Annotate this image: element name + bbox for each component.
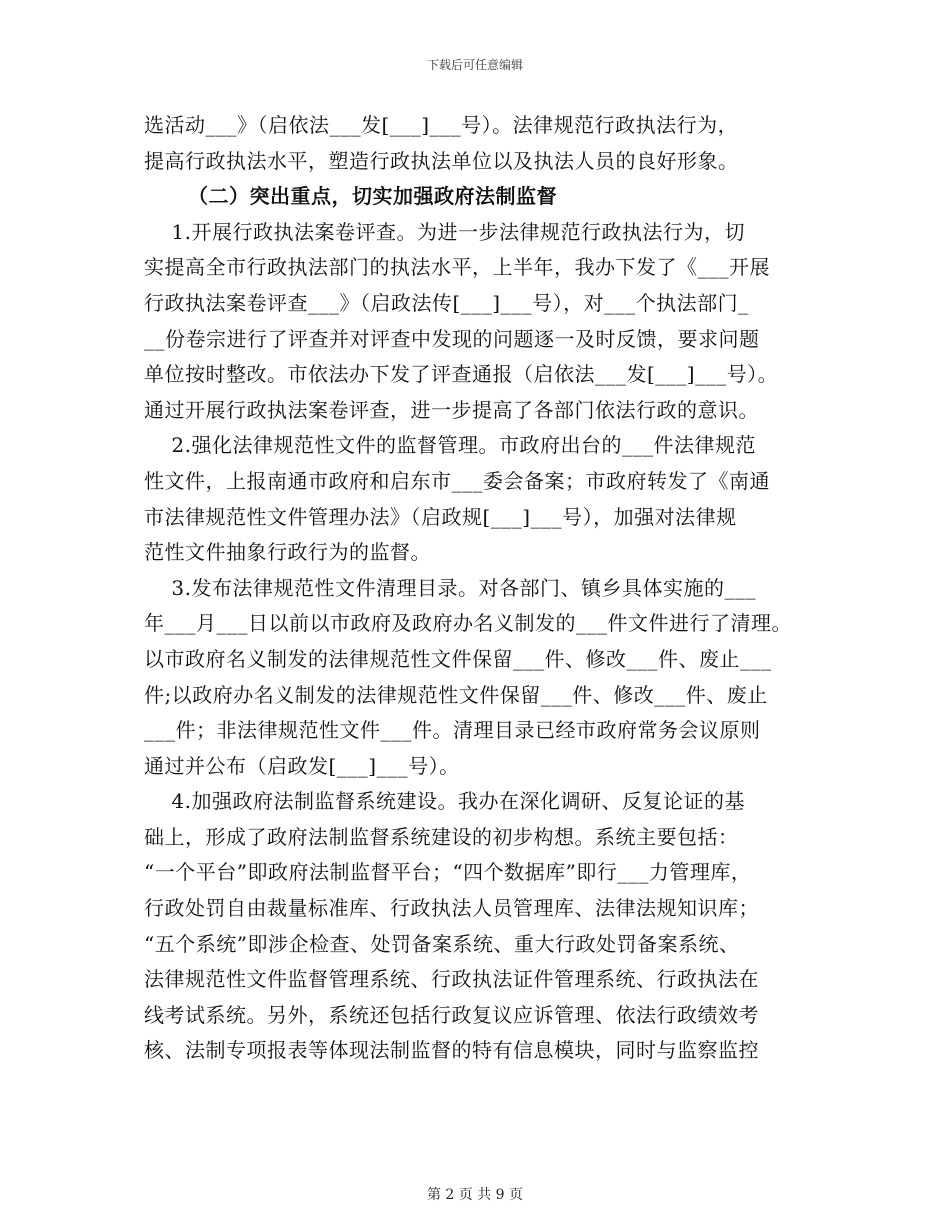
text-line: 件;以政府办名义制发的法律规范性文件保留___件、修改___件、废止 [144, 682, 768, 707]
text-line: 线考试系统。另外，系统还包括行政复议应诉管理、依法行政绩效考 [144, 1002, 759, 1027]
text-line: 通过开展行政执法案卷评查，进一步提高了各部门依法行政的意识。 [144, 397, 759, 422]
text-line: 以市政府名义制发的法律规范性文件保留___件、修改___件、废止___ [144, 646, 772, 671]
text-line: 选活动___》（启依法___发[___]___号）。法律规范行政执法行为， [144, 113, 739, 137]
text-line: 础上，形成了政府法制监督系统建设的初步构想。系统主要包括： [144, 824, 739, 849]
text-line: 2.强化法律规范性文件的监督管理。市政府出台的___件法律规范 [144, 433, 757, 458]
text-line: 范性文件抽象行政行为的监督。 [144, 540, 431, 565]
text-line: 市法律规范性文件管理办法》（启政规[___]___号），加强对法律规 [144, 504, 737, 529]
text-line: 行政处罚自由裁量标准库、行政执法人员管理库、法律法规知识库； [144, 896, 759, 921]
text-line: 年___月___日以前以市政府及政府办名义制发的___件文件进行了清理。 [144, 611, 792, 636]
text-line: 3.发布法律规范性文件清理目录。对各部门、镇乡具体实施的___ [144, 575, 757, 600]
text-line: 1.开展行政执法案卷评查。为进一步法律规范行政执法行为，切 [144, 219, 746, 244]
text-line: 4.加强政府法制监督系统建设。我办在深化调研、反复论证的基 [144, 789, 746, 814]
text-line: 核、法制专项报表等体现法制监督的特有信息模块，同时与监察监控 [144, 1038, 759, 1063]
document-body [144, 108, 824, 1069]
text-line: 性文件，上报南通市政府和启东市___委会备案；市政府转发了《南通 [144, 468, 770, 493]
section-heading: （二）突出重点，切实加强政府法制监督 [188, 184, 557, 209]
page-footer: 第 2 页 共 9 页 [426, 1187, 524, 1203]
text-line: 行政执法案卷评查___》（启政法传[___]___号），对___个执法部门_ [144, 290, 749, 315]
text-line: 单位按时整改。市依法办下发了评查通报（启依法___发[___]___号）。 [144, 362, 779, 387]
text-line: 实提高全市行政执法部门的执法水平，上半年，我办下发了《___开展 [144, 255, 770, 280]
text-line: 通过并公布（启政发[___]___号）。 [144, 753, 460, 778]
text-line: 提高行政执法水平，塑造行政执法单位以及执法人员的良好形象。 [144, 148, 739, 173]
text-line: “一个平台”即政府法制监督平台；“四个数据库”即行___力管理库， [144, 860, 752, 885]
page-header: 下载后可任意编辑 [426, 58, 523, 72]
text-line: “五个系统”即涉企检查、处罚备案系统、重大行政处罚备案系统、 [144, 931, 740, 956]
text-line: ___件；非法律规范性文件___件。清理目录已经市政府常务会议原则 [144, 718, 761, 743]
text-line: 法律规范性文件监督管理系统、行政执法证件管理系统、行政执法在 [144, 967, 759, 992]
text-line: __份卷宗进行了评查并对评查中发现的问题逐一及时反馈，要求问题 [144, 326, 760, 351]
